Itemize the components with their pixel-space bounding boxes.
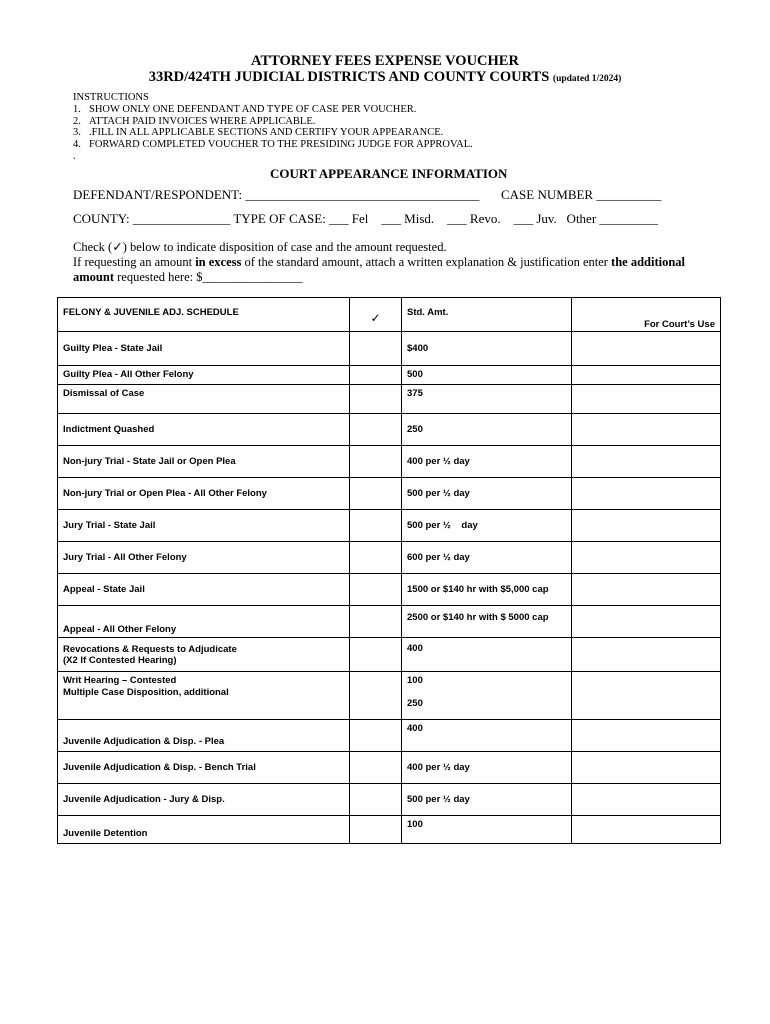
instruction-item-4: 4. FORWARD COMPLETED VOUCHER TO THE PRESIDING JUDGE FOR APPROVAL. [73,139,473,151]
row-check-box[interactable] [350,542,402,574]
row-court-use[interactable] [572,672,721,720]
table-row [58,414,721,446]
check-instructions [73,240,713,285]
row-label: Guilty Plea - All Other Felony [58,366,350,385]
row-label: Dismissal of Case [58,385,350,414]
row-label: Indictment Quashed [58,414,350,446]
county-type-line[interactable]: COUNTY: _______________ TYPE OF CASE: ___ Fel ___ Misd. ___ Revo. ___ Juv. Other _________ [73,211,658,226]
row-amount: 375 [402,385,572,414]
instructions-block [73,92,473,163]
row-check-box[interactable] [350,446,402,478]
table-row [58,574,721,606]
voucher-title: ATTORNEY FEES EXPENSE VOUCHER [251,53,519,69]
row-check-box[interactable] [350,510,402,542]
row-amount: $400 [402,332,572,366]
row-label: Juvenile Adjudication & Disp. - Bench Trial [58,752,350,784]
instruction-item-2: 2. ATTACH PAID INVOICES WHERE APPLICABLE. [73,115,316,127]
row-check-box[interactable] [350,414,402,446]
row-label: Appeal - State Jail [58,574,350,606]
felony-juvenile-schedule-table [57,297,721,844]
row-court-use[interactable] [572,366,721,385]
row-check-box[interactable] [350,478,402,510]
row-label: Juvenile Detention [58,816,350,844]
court-appearance-heading: COURT APPEARANCE INFORMATION [270,166,508,181]
voucher-subtitle [0,69,770,86]
row-amount: 400 per ½ day [402,446,572,478]
row-check-box[interactable] [350,366,402,385]
row-check-box[interactable] [350,720,402,752]
row-amount: 100 [402,816,572,844]
row-label: Juvenile Adjudication & Disp. - Plea [58,720,350,752]
row-amount: 500 per ½ day [402,784,572,816]
table-row [58,332,721,366]
table-row [58,638,721,672]
row-label: Revocations & Requests to Adjudicate (X2 If Contested Hearing) [58,638,350,672]
row-amount: 600 per ½ day [402,542,572,574]
subtitle-text: 33RD/424TH JUDICIAL DISTRICTS AND COUNTY COURTS [148,69,550,85]
row-amount: 1500 or $140 hr with $5,000 cap [402,574,572,606]
table-row [58,672,721,720]
schedule-header-row [58,298,721,332]
checkmark-header-icon: ✓ [350,298,402,332]
row-amount: 250 [402,414,572,446]
row-amount: 400 per ½ day [402,752,572,784]
table-row [58,542,721,574]
row-check-box[interactable] [350,385,402,414]
row-amount: 500 per ½ day [402,478,572,510]
row-court-use[interactable] [572,784,721,816]
row-court-use[interactable] [572,638,721,672]
row-court-use[interactable] [572,574,721,606]
instructions-heading: INSTRUCTIONS [73,92,149,103]
row-check-box[interactable] [350,752,402,784]
table-row [58,478,721,510]
row-label: Juvenile Adjudication - Jury & Disp. [58,784,350,816]
row-label: Non-jury Trial or Open Plea - All Other Felony [58,478,350,510]
table-row [58,366,721,385]
row-check-box[interactable] [350,332,402,366]
court-use-header: For Court’s Use [572,298,721,332]
check-note-line-2: If requesting an amount in excess of the standard amount, attach a written explanation & justification enter the additional [73,255,686,269]
row-check-box[interactable] [350,574,402,606]
table-row [58,752,721,784]
instruction-item-3: 3. .FILL IN ALL APPLICABLE SECTIONS AND CERTIFY YOUR APPEARANCE. [73,127,444,139]
row-court-use[interactable] [572,542,721,574]
row-check-box[interactable] [350,816,402,844]
row-label: Jury Trial - State Jail [58,510,350,542]
row-label: Appeal - All Other Felony [58,606,350,638]
check-note-line-1: Check (✓) below to indicate disposition of case and the amount requested. [73,240,447,254]
row-check-box[interactable] [350,606,402,638]
row-label: Jury Trial - All Other Felony [58,542,350,574]
row-check-box[interactable] [350,638,402,672]
row-court-use[interactable] [572,446,721,478]
defendant-field[interactable]: DEFENDANT/RESPONDENT: ____________________________________ [73,187,480,202]
defendant-line[interactable] [73,187,662,203]
row-label: Guilty Plea - State Jail [58,332,350,366]
row-amount: 500 per ½ day [402,510,572,542]
std-amount-header: Std. Amt. [402,298,572,332]
table-row [58,385,721,414]
row-amount: 400 [402,638,572,672]
check-note-line-3[interactable]: amount requested here: $________________ [73,270,303,284]
row-label: Writ Hearing – Contested Multiple Case Disposition, additional [58,672,350,720]
table-row [58,784,721,816]
row-amount: 400 [402,720,572,752]
row-court-use[interactable] [572,510,721,542]
table-row [58,816,721,844]
table-row [58,720,721,752]
row-check-box[interactable] [350,672,402,720]
row-check-box[interactable] [350,784,402,816]
case-number-field[interactable]: CASE NUMBER __________ [501,187,662,202]
row-court-use[interactable] [572,385,721,414]
schedule-header-label: FELONY & JUVENILE ADJ. SCHEDULE [58,298,350,332]
row-court-use[interactable] [572,478,721,510]
row-court-use[interactable] [572,414,721,446]
row-label: Non-jury Trial - State Jail or Open Plea [58,446,350,478]
row-court-use[interactable] [572,332,721,366]
row-amount: 500 [402,366,572,385]
additional-amount-field[interactable]: requested here: $________________ [113,270,303,284]
row-court-use[interactable] [572,606,721,638]
instruction-item-1: 1. SHOW ONLY ONE DEFENDANT AND TYPE OF CASE PER VOUCHER. [73,103,417,115]
row-amount: 100 250 [402,672,572,720]
row-amount: 2500 or $140 hr with $ 5000 cap [402,606,572,638]
table-row [58,510,721,542]
row-court-use[interactable] [572,816,721,844]
table-row [58,606,721,638]
row-court-use[interactable] [572,752,721,784]
updated-date: (updated 1/2024) [552,74,622,84]
table-row [58,446,721,478]
row-court-use[interactable] [572,720,721,752]
instructions-trailing-dot: . [73,150,76,162]
